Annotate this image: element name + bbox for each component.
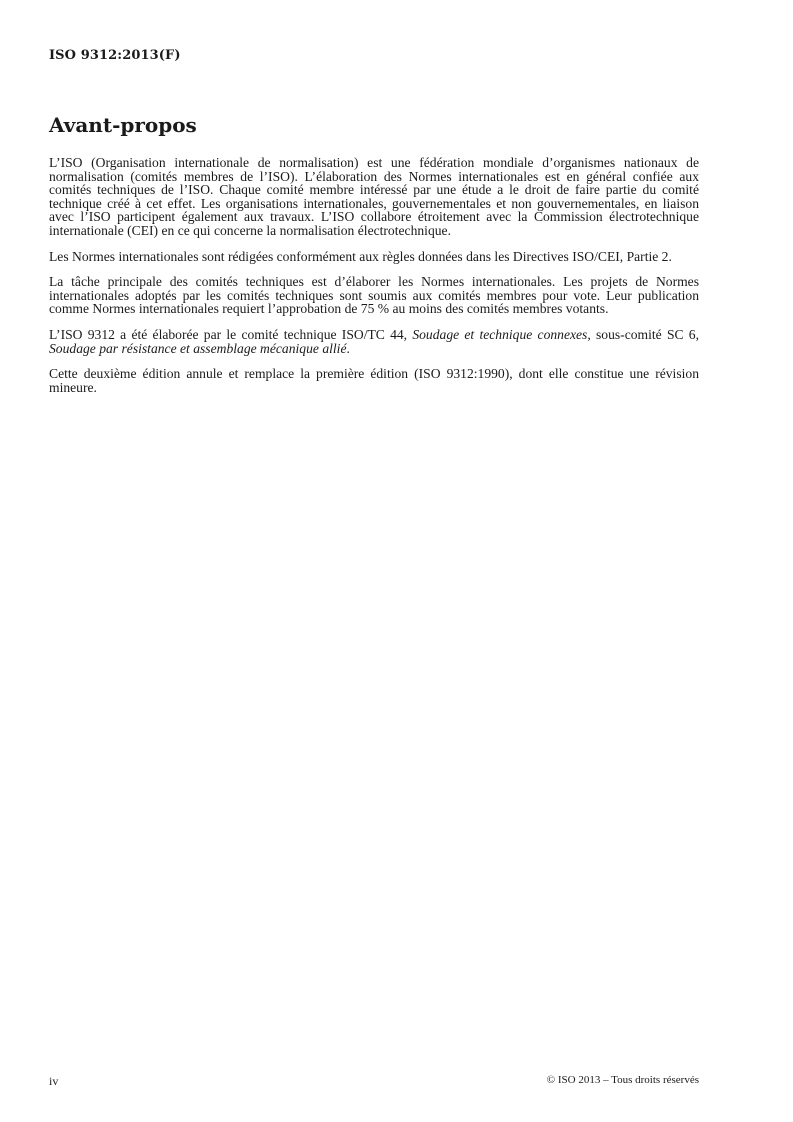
document-id-header: ISO 9312:2013(F) — [49, 48, 181, 63]
prepared-by-text: L’ISO 9312 a été élaborée par le comité technique ISO/TC 44, — [49, 326, 413, 342]
paragraph-prepared-by — [49, 328, 699, 355]
subcommittee-name: Soudage par résistance et assemblage mécanique allié — [49, 340, 347, 356]
copyright-notice: © ISO 2013 – Tous droits réservés — [546, 1074, 699, 1086]
paragraph-directives: Les Normes internationales sont rédigées conformément aux règles données dans les Directives ISO/CEI, Partie 2. — [49, 248, 672, 264]
paragraph-iso-description: L’ISO (Organisation internationale de normalisation) est une fédération mondiale d’organismes nationaux de normalisation (comités membres de l’ISO). L’élaboration des Normes internationales est en général confiée aux comités techniques de l’ISO. Chaque comité membre intéressé par une étude a le droit de faire partie du comité technique créé à cet effet. Les organisations internationales, gouvernementales et non gouvernementales, en liaison avec l’ISO participent également aux travaux. L’ISO collabore étroitement avec la Commission électrotechnique internationale (CEI) en ce qui concerne la normalisation électrotechnique. — [49, 155, 699, 238]
page-number: iv — [49, 1074, 59, 1088]
prepared-by-text-2: , sous-comité SC 6, — [587, 326, 700, 342]
paragraph-edition: Cette deuxième édition annule et remplace la première édition (ISO 9312:1990), dont elle constitue une révision mineure. — [49, 366, 699, 395]
foreword-body — [49, 156, 699, 406]
committee-name: Soudage et technique connexes — [412, 326, 588, 342]
paragraph-committee-task: La tâche principale des comités techniques est d’élaborer les Normes internationales. Les projets de Normes internationales adoptés par les comités techniques sont soumis aux comités membres pour vote. Leur publication comme Normes internationales requiert l’approbation de 75 % au moins des comités membres votants. — [49, 274, 699, 317]
page-title: Avant-propos — [49, 113, 197, 137]
prepared-by-text-3: . — [346, 340, 350, 356]
